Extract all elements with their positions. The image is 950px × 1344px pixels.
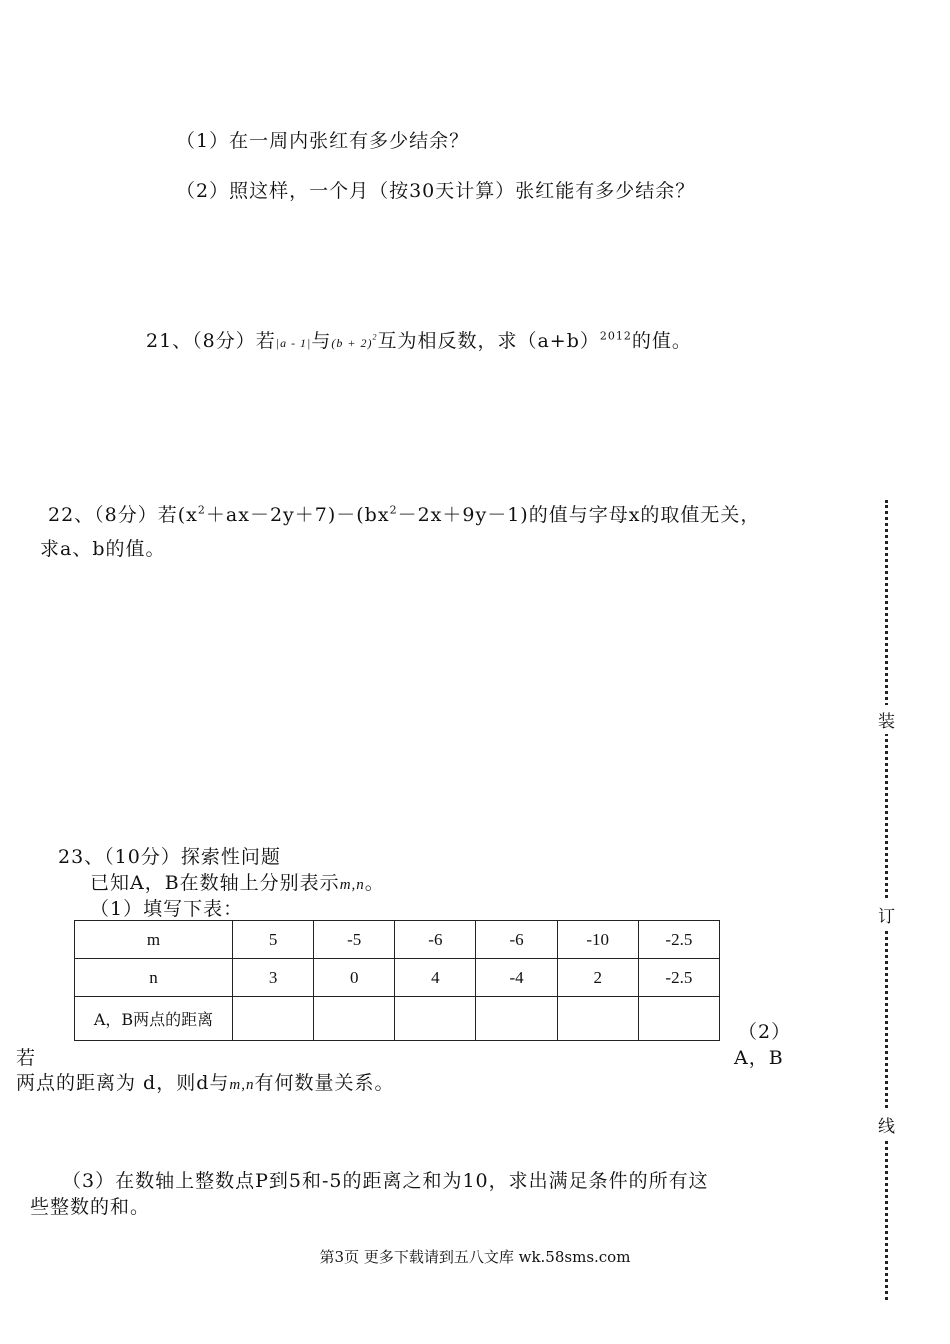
table-row-n [75,959,720,997]
q23-part2-suffix: 有何数量关系。 [254,1072,395,1094]
q21-text2: 互为相反数，求（a+b） [377,330,600,352]
table-cell: 4 [395,959,476,997]
table-answer-cell[interactable] [557,997,638,1041]
table-cell: -2.5 [638,959,719,997]
binding-char-zhuang: 装 [878,705,895,734]
binding-char-ding: 订 [878,900,895,929]
q22-line2: 求a、b的值。 [40,538,166,560]
table-answer-cell[interactable] [638,997,719,1041]
table-cell: -6 [476,921,557,959]
q20-sub2: （2）照这样，一个月（按30天计算）张红能有多少结余？ [176,180,696,202]
q23-given-prefix: 已知A，B在数轴上分别表示 [90,872,340,894]
table-head-distance: A，B两点的距离 [75,997,233,1041]
distance-table [74,920,720,1041]
q22-sup2: 2 [389,503,398,517]
table-row-distance [75,997,720,1041]
q23-part2-ab: A，B [734,1047,784,1069]
table-cell: -6 [395,921,476,959]
q21-square-expr: (b + 2) [331,336,373,350]
q22-part3: －2x＋9y－1)的值与字母x的取值无关， [397,504,761,526]
table-head-n: n [75,959,233,997]
q21-mid: 与 [311,330,332,352]
table-answer-cell[interactable] [233,997,314,1041]
q21-line [146,326,692,353]
page-footer: 第3页 更多下载请到五八文库 wk.58sms.com [319,1248,631,1266]
q23-part2-label: （2） [738,1021,792,1043]
q23-part2-line [16,1068,394,1095]
q23-part2-ruo: 若 [16,1047,37,1069]
q23-title: 23、（10分）探索性问题 [58,846,281,868]
table-cell: 2 [557,959,638,997]
q22-part1: 22、（8分）若(x [48,504,198,526]
q23-given-vars: m,n [339,877,365,893]
q23-part3-line1: （3）在数轴上整数点P到5和-5的距离之和为10，求出满足条件的所有这 [62,1170,709,1192]
q21-suffix: 的值。 [631,330,692,352]
binding-char-xian: 线 [878,1110,895,1139]
table-head-m: m [75,921,233,959]
table-cell: -5 [314,921,395,959]
q21-square-exp: 2 [372,332,378,342]
q22-sup1: 2 [197,503,206,517]
q20-sub1: （1）在一周内张红有多少结余？ [176,130,470,152]
table-cell: 0 [314,959,395,997]
table-answer-cell[interactable] [476,997,557,1041]
table-answer-cell[interactable] [395,997,476,1041]
table-cell: 5 [233,921,314,959]
table-cell: -4 [476,959,557,997]
q23-part2-vars: m,n [229,1077,255,1093]
q23-part3-line2: 些整数的和。 [30,1196,151,1218]
table-answer-cell[interactable] [314,997,395,1041]
q23-part2-prefix: 两点的距离为 d，则d与 [16,1072,230,1094]
q21-prefix: 21、（8分）若 [146,330,276,352]
table-cell: -2.5 [638,921,719,959]
q21-exponent: 2012 [599,329,632,343]
q23-given-suffix: 。 [364,872,385,894]
q23-part1: （1）填写下表： [90,898,244,920]
q23-given [90,868,385,895]
q22-line1 [48,500,760,527]
table-cell: 3 [233,959,314,997]
q22-part2: ＋ax－2y＋7)－(bx [205,504,390,526]
table-cell: -10 [557,921,638,959]
q21-abs-expr: |a - 1| [275,336,312,350]
table-row-m [75,921,720,959]
